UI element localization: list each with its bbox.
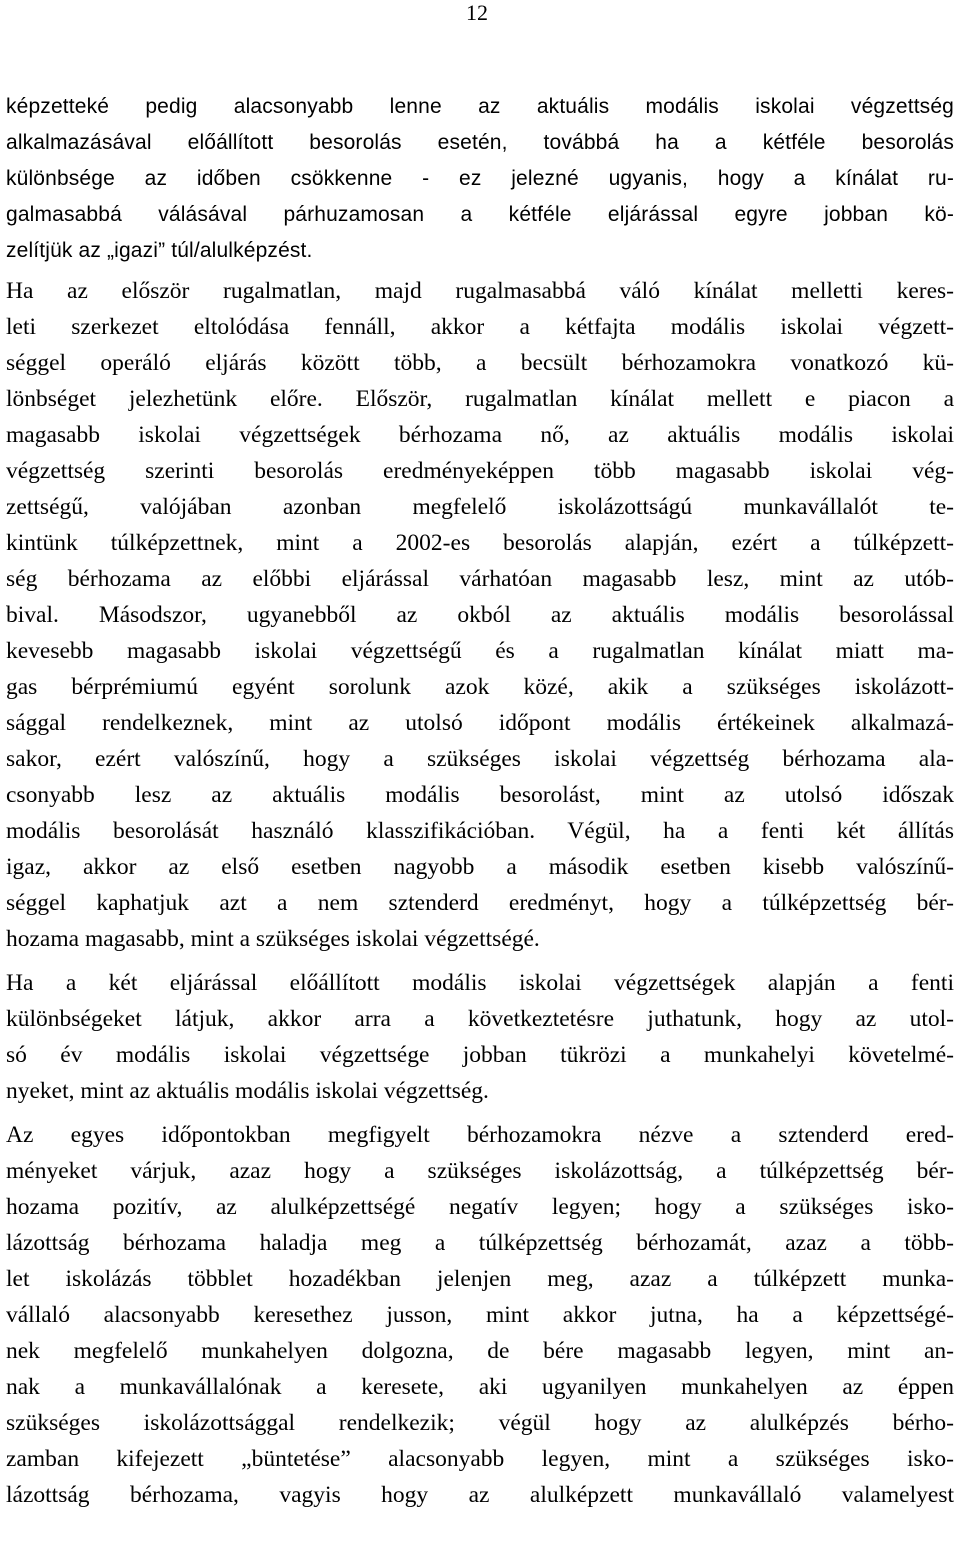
text-line: lönbséget jelezhetünk előre. Először, rugalmatlan kínálat mellett e piacon a (6, 386, 954, 412)
text-line: sággal rendelkeznek, mint az utolsó időpont modális értékeinek alkalmazá- (6, 710, 954, 736)
text-line: gas bérprémiumú egyént sorolunk azok közé, akik a szükséges iskolázott- (6, 674, 954, 700)
paragraph-3 (6, 965, 954, 1109)
text-line: vállaló alacsonyabb keresethez jusson, mint akkor jutna, ha a képzettségé- (6, 1302, 954, 1328)
page-number: 12 (466, 0, 488, 25)
text-line: képzetteké pedig alacsonyabb lenne az aktuális modális iskolai végzettség (6, 95, 954, 118)
paragraph-1 (6, 89, 954, 269)
text-line: hozama magasabb, mint a szükséges iskolai végzettségé. (6, 926, 540, 952)
text-line: ményeket várjuk, azaz hogy a szükséges iskolázottság, a túlképzettség bér- (6, 1158, 954, 1184)
text-line: leti szerkezet eltolódása fennáll, akkor a kétfajta modális iskolai végzett- (6, 314, 954, 340)
text-line: zamban kifejezett „büntetése” alacsonyabb legyen, mint a szükséges isko- (6, 1446, 954, 1472)
text-line: szükséges iskolázottsággal rendelkezik; végül hogy az alulképzés bérho- (6, 1410, 954, 1436)
text-line: Az egyes időpontokban megfigyelt bérhozamokra nézve a sztenderd ered- (6, 1122, 954, 1148)
text-line: kevesebb magasabb iskolai végzettségű és a rugalmatlan kínálat miatt ma- (6, 638, 954, 664)
text-line: séggel kaphatjuk azt a nem sztenderd eredményt, hogy a túlképzettség bér- (6, 890, 954, 916)
text-line: nyeket, mint az aktuális modális iskolai végzettség. (6, 1078, 489, 1104)
text-line: galmasabbá válásával párhuzamosan a kétféle eljárással egyre jobban kö- (6, 203, 954, 226)
text-line: zettségű, valójában azonban megfelelő iskolázottságú munkavállalót te- (6, 494, 954, 520)
text-line: modális besorolását használó klasszifikációban. Végül, ha a fenti két állítás (6, 818, 954, 844)
text-line: séggel operáló eljárás között több, a becsült bérhozamokra vonatkozó kü- (6, 350, 954, 376)
text-line: nak a munkavállalónak a keresete, aki ugyanilyen munkahelyen az éppen (6, 1374, 954, 1400)
paragraph-2 (6, 273, 954, 957)
text-line: különbségeket látjuk, akkor arra a következtetésre juthatunk, hogy az utol- (6, 1006, 954, 1032)
text-line: ség bérhozama az előbbi eljárással várhatóan magasabb lesz, mint az utób- (6, 566, 954, 592)
text-line: só év modális iskolai végzettsége jobban tükrözi a munkahelyi követelmé- (6, 1042, 954, 1068)
text-line: let iskolázás többlet hozadékban jelenjen meg, azaz a túlképzett munka- (6, 1266, 954, 1292)
text-line: lázottság bérhozama haladja meg a túlképzettség bérhozamát, azaz a több- (6, 1230, 954, 1256)
text-line: hozama pozitív, az alulképzettségé negatív legyen; hogy a szükséges isko- (6, 1194, 954, 1220)
text-line: nek megfelelő munkahelyen dolgozna, de bére magasabb legyen, mint an- (6, 1338, 954, 1364)
text-line: kintünk túlképzettnek, mint a 2002-es besorolás alapján, ezért a túlképzett- (6, 530, 954, 556)
text-line: lázottság bérhozama, vagyis hogy az alulképzett munkavállaló valamelyest (6, 1482, 954, 1508)
text-line: magasabb iskolai végzettségek bérhozama nő, az aktuális modális iskolai (6, 422, 954, 448)
text-line: igaz, akkor az első esetben nagyobb a második esetben kisebb valószínű- (6, 854, 954, 880)
text-line: sakor, ezért valószínű, hogy a szükséges iskolai végzettség bérhozama ala- (6, 746, 954, 772)
text-line: csonyabb lesz az aktuális modális besorolást, mint az utolsó időszak (6, 782, 954, 808)
text-line: bival. Másodszor, ugyanebből az okból az aktuális modális besorolással (6, 602, 954, 628)
text-line: Ha a két eljárással előállított modális iskolai végzettségek alapján a fenti (6, 970, 954, 996)
body-text (6, 89, 954, 1513)
text-line: Ha az először rugalmatlan, majd rugalmasabbá váló kínálat melletti keres- (6, 278, 954, 304)
text-line: különbsége az időben csökkenne - ez jelezné ugyanis, hogy a kínálat ru- (6, 167, 954, 190)
paragraph-4 (6, 1117, 954, 1513)
text-line: alkalmazásával előállított besorolás esetén, továbbá ha a kétféle besorolás (6, 131, 954, 154)
text-line: zelítjük az „igazi” túl/alulképzést. (6, 239, 313, 262)
text-line: végzettség szerinti besorolás eredményeképpen több magasabb iskolai vég- (6, 458, 954, 484)
